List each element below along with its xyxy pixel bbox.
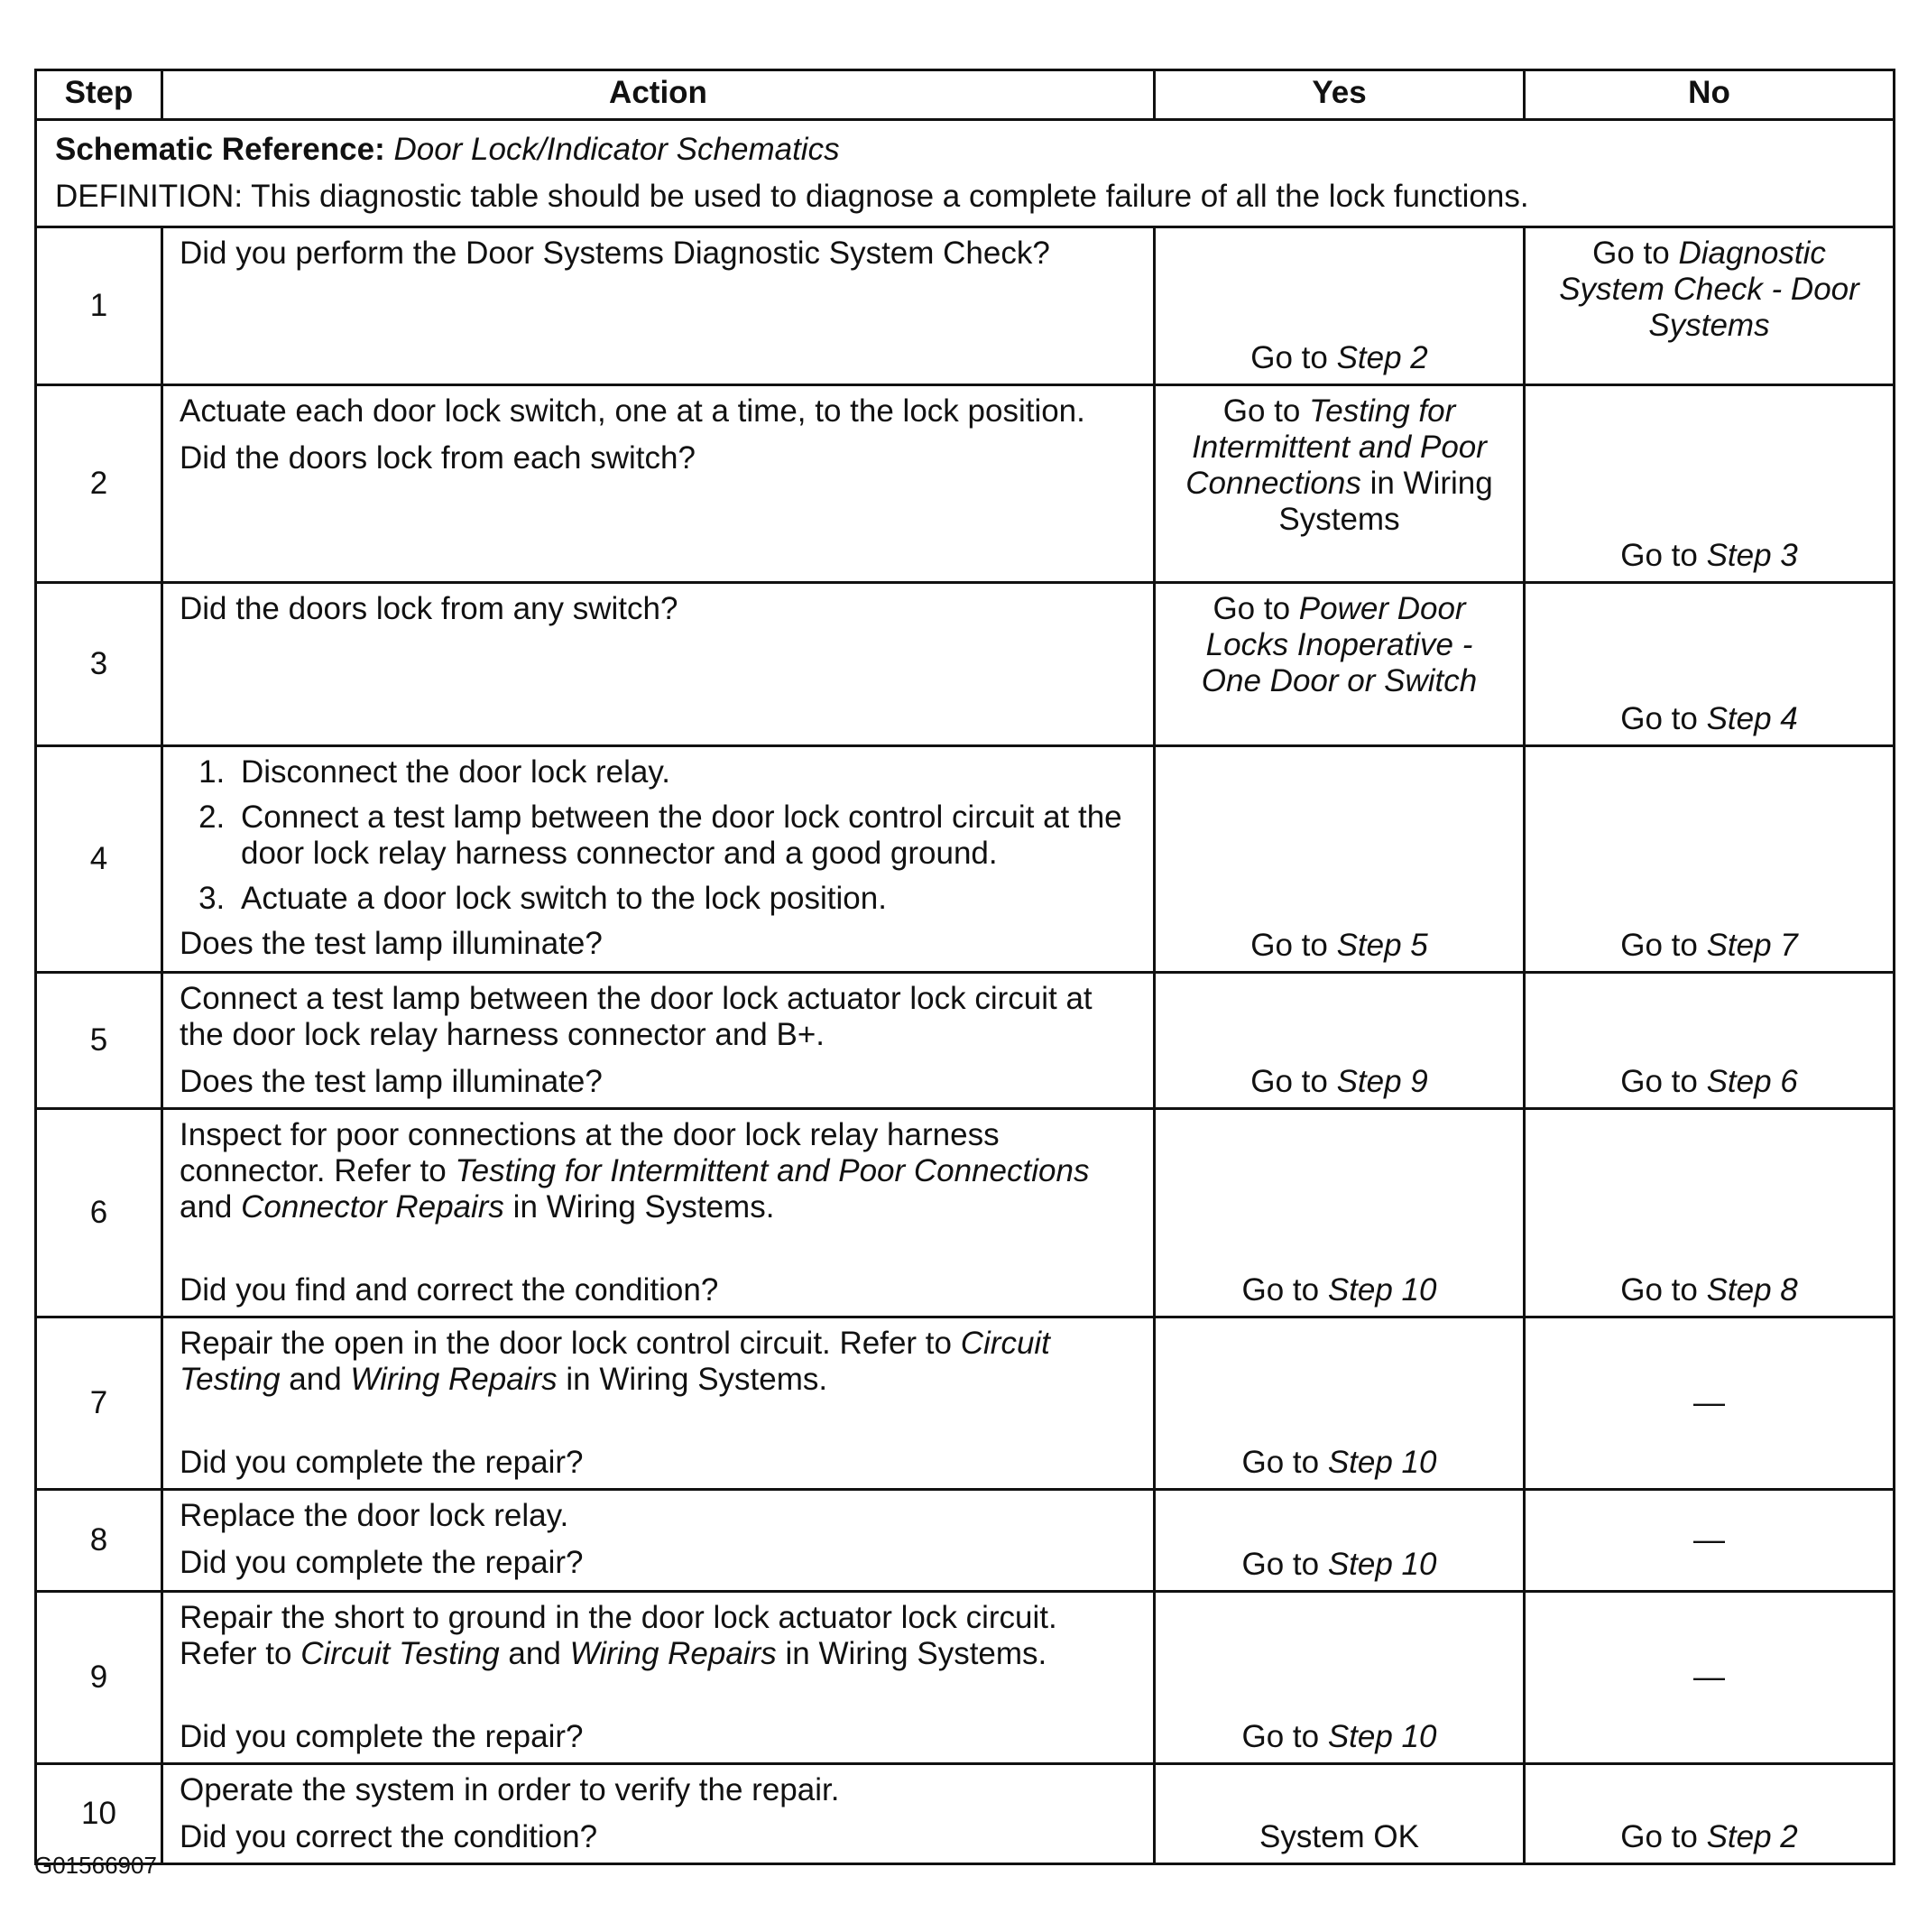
yes-link[interactable]: Step 10 (1327, 1719, 1437, 1754)
no-link[interactable]: Diagnostic System Check - Door Systems (1559, 236, 1859, 343)
action-cell (162, 227, 1155, 385)
yes-cell: Go to Step 2 (1155, 227, 1525, 385)
reference-link[interactable]: Wiring Repairs (350, 1362, 558, 1397)
schematic-reference-value: Door Lock/Indicator Schematics (393, 132, 840, 167)
no-cell (1525, 1592, 1895, 1764)
yes-cell: Go to Step 9 (1155, 973, 1525, 1109)
action-question: Did you perform the Door Systems Diagnostic System Check? (180, 236, 1050, 271)
no-link[interactable]: Step 8 (1706, 1272, 1798, 1308)
schematic-reference-label: Schematic Reference: (55, 132, 385, 167)
no-dash: — (1693, 1522, 1725, 1558)
action-cell (162, 583, 1155, 746)
header-yes: Yes (1155, 70, 1525, 120)
step-number: 9 (36, 1592, 162, 1764)
table-row (36, 1109, 1895, 1317)
definition-text: DEFINITION: This diagnostic table should be used to diagnose a complete failure of all the lock functions. (55, 179, 1529, 214)
step-number: 1 (36, 227, 162, 385)
action-steps-list (180, 754, 1137, 917)
reference-cell (36, 120, 1895, 227)
action-question: Did you find and correct the condition? (180, 1272, 719, 1308)
no-dash: — (1693, 1659, 1725, 1695)
list-item: 2. Connect a test lamp between the door lock control circuit at the door lock relay harness connector and a good ground. (234, 800, 1137, 872)
no-cell: Go to Diagnostic System Check - Door Systems (1525, 227, 1895, 385)
reference-link[interactable]: Circuit Testing (180, 1326, 1050, 1397)
yes-link[interactable]: Step 10 (1327, 1272, 1437, 1308)
yes-cell: Go to Power Door Locks Inoperative - One Door or Switch (1155, 583, 1525, 746)
yes-cell: Go to Step 5 (1155, 746, 1525, 973)
header-step: Step (36, 70, 162, 120)
step-number: 7 (36, 1317, 162, 1490)
no-cell: Go to Step 7 (1525, 746, 1895, 973)
no-cell: Go to Step 4 (1525, 583, 1895, 746)
step-number: 5 (36, 973, 162, 1109)
action-question: Did the doors lock from each switch? (180, 440, 696, 476)
yes-cell: Go to Testing for Intermittent and Poor Connections in Wiring Systems (1155, 385, 1525, 583)
action-cell (162, 1490, 1155, 1592)
action-instruction: Actuate each door lock switch, one at a time, to the lock position. (180, 393, 1085, 429)
reference-link[interactable]: Testing for Intermittent and Poor Connections (455, 1153, 1090, 1188)
table-row (36, 746, 1895, 973)
yes-cell: Go to Step 10 (1155, 1490, 1525, 1592)
table-row (36, 583, 1895, 746)
no-cell: Go to Step 3 (1525, 385, 1895, 583)
reference-row (36, 120, 1895, 227)
action-instruction: Connect a test lamp between the door lock actuator lock circuit at the door lock relay harness connector and B+. (180, 981, 1093, 1052)
reference-link[interactable]: Wiring Repairs (569, 1636, 777, 1671)
step-number: 8 (36, 1490, 162, 1592)
action-instruction: Repair the open in the door lock control circuit. Refer to Circuit Testing and Wiring Repairs in Wiring Systems. (180, 1326, 1050, 1397)
yes-link[interactable]: Step 9 (1336, 1064, 1428, 1099)
yes-link[interactable]: Step 10 (1327, 1445, 1437, 1480)
action-instruction: Replace the door lock relay. (180, 1498, 569, 1533)
step-number: 2 (36, 385, 162, 583)
table-row (36, 1764, 1895, 1864)
no-link[interactable]: Step 7 (1706, 928, 1798, 963)
table-row (36, 1592, 1895, 1764)
action-question: Does the test lamp illuminate? (180, 926, 603, 961)
list-item: 1. Disconnect the door lock relay. (234, 754, 1137, 790)
table-row (36, 973, 1895, 1109)
table-row (36, 385, 1895, 583)
no-link[interactable]: Step 2 (1706, 1819, 1798, 1854)
action-cell (162, 1764, 1155, 1864)
figure-id: G01566907 (34, 1852, 157, 1879)
yes-cell: Go to Step 10 (1155, 1592, 1525, 1764)
yes-cell: Go to Step 10 (1155, 1109, 1525, 1317)
yes-link[interactable]: Step 2 (1336, 340, 1428, 375)
action-question: Did the doors lock from any switch? (180, 591, 678, 626)
action-question: Did you complete the repair? (180, 1719, 584, 1754)
no-link[interactable]: Step 4 (1706, 701, 1798, 736)
diagnostic-table (34, 69, 1895, 1865)
action-question: Did you complete the repair? (180, 1445, 584, 1480)
action-instruction: Operate the system in order to verify the repair. (180, 1772, 840, 1807)
list-item: 3. Actuate a door lock switch to the lock position. (234, 881, 1137, 917)
header-row (36, 70, 1895, 120)
action-cell (162, 973, 1155, 1109)
header-no: No (1525, 70, 1895, 120)
yes-cell: Go to Step 10 (1155, 1317, 1525, 1490)
action-instruction: Repair the short to ground in the door lock actuator lock circuit. Refer to Circuit Testing and Wiring Repairs in Wiring Systems. (180, 1600, 1057, 1671)
reference-link[interactable]: Connector Repairs (241, 1189, 504, 1225)
yes-link[interactable]: Step 5 (1336, 928, 1428, 963)
action-question: Does the test lamp illuminate? (180, 1064, 603, 1099)
action-cell (162, 1109, 1155, 1317)
yes-cell (1155, 1764, 1525, 1864)
header-action: Action (162, 70, 1155, 120)
no-dash: — (1693, 1385, 1725, 1420)
step-number: 6 (36, 1109, 162, 1317)
yes-result: System OK (1259, 1819, 1419, 1854)
action-question: Did you complete the repair? (180, 1545, 584, 1580)
schematic-reference (55, 126, 1875, 173)
no-link[interactable]: Step 3 (1706, 538, 1798, 573)
yes-link[interactable]: Step 10 (1327, 1547, 1437, 1582)
yes-link[interactable]: Testing for Intermittent and Poor Connections (1185, 393, 1487, 501)
step-number: 10 (36, 1764, 162, 1864)
action-instruction: Inspect for poor connections at the door lock relay harness connector. Refer to Testing for Intermittent and Poor Connections and Connector Repairs in Wiring Systems. (180, 1117, 1090, 1225)
action-cell (162, 746, 1155, 973)
action-cell (162, 385, 1155, 583)
no-link[interactable]: Step 6 (1706, 1064, 1798, 1099)
action-cell (162, 1317, 1155, 1490)
step-number: 3 (36, 583, 162, 746)
action-question: Did you correct the condition? (180, 1819, 598, 1854)
no-cell (1525, 1490, 1895, 1592)
step-number: 4 (36, 746, 162, 973)
yes-link[interactable]: Power Door Locks Inoperative - One Door or Switch (1201, 591, 1478, 698)
action-cell (162, 1592, 1155, 1764)
no-cell: Go to Step 8 (1525, 1109, 1895, 1317)
reference-link[interactable]: Circuit Testing (300, 1636, 500, 1671)
table-row (36, 1490, 1895, 1592)
no-cell: Go to Step 6 (1525, 973, 1895, 1109)
table-row (36, 227, 1895, 385)
no-cell: Go to Step 2 (1525, 1764, 1895, 1864)
table-row (36, 1317, 1895, 1490)
no-cell (1525, 1317, 1895, 1490)
